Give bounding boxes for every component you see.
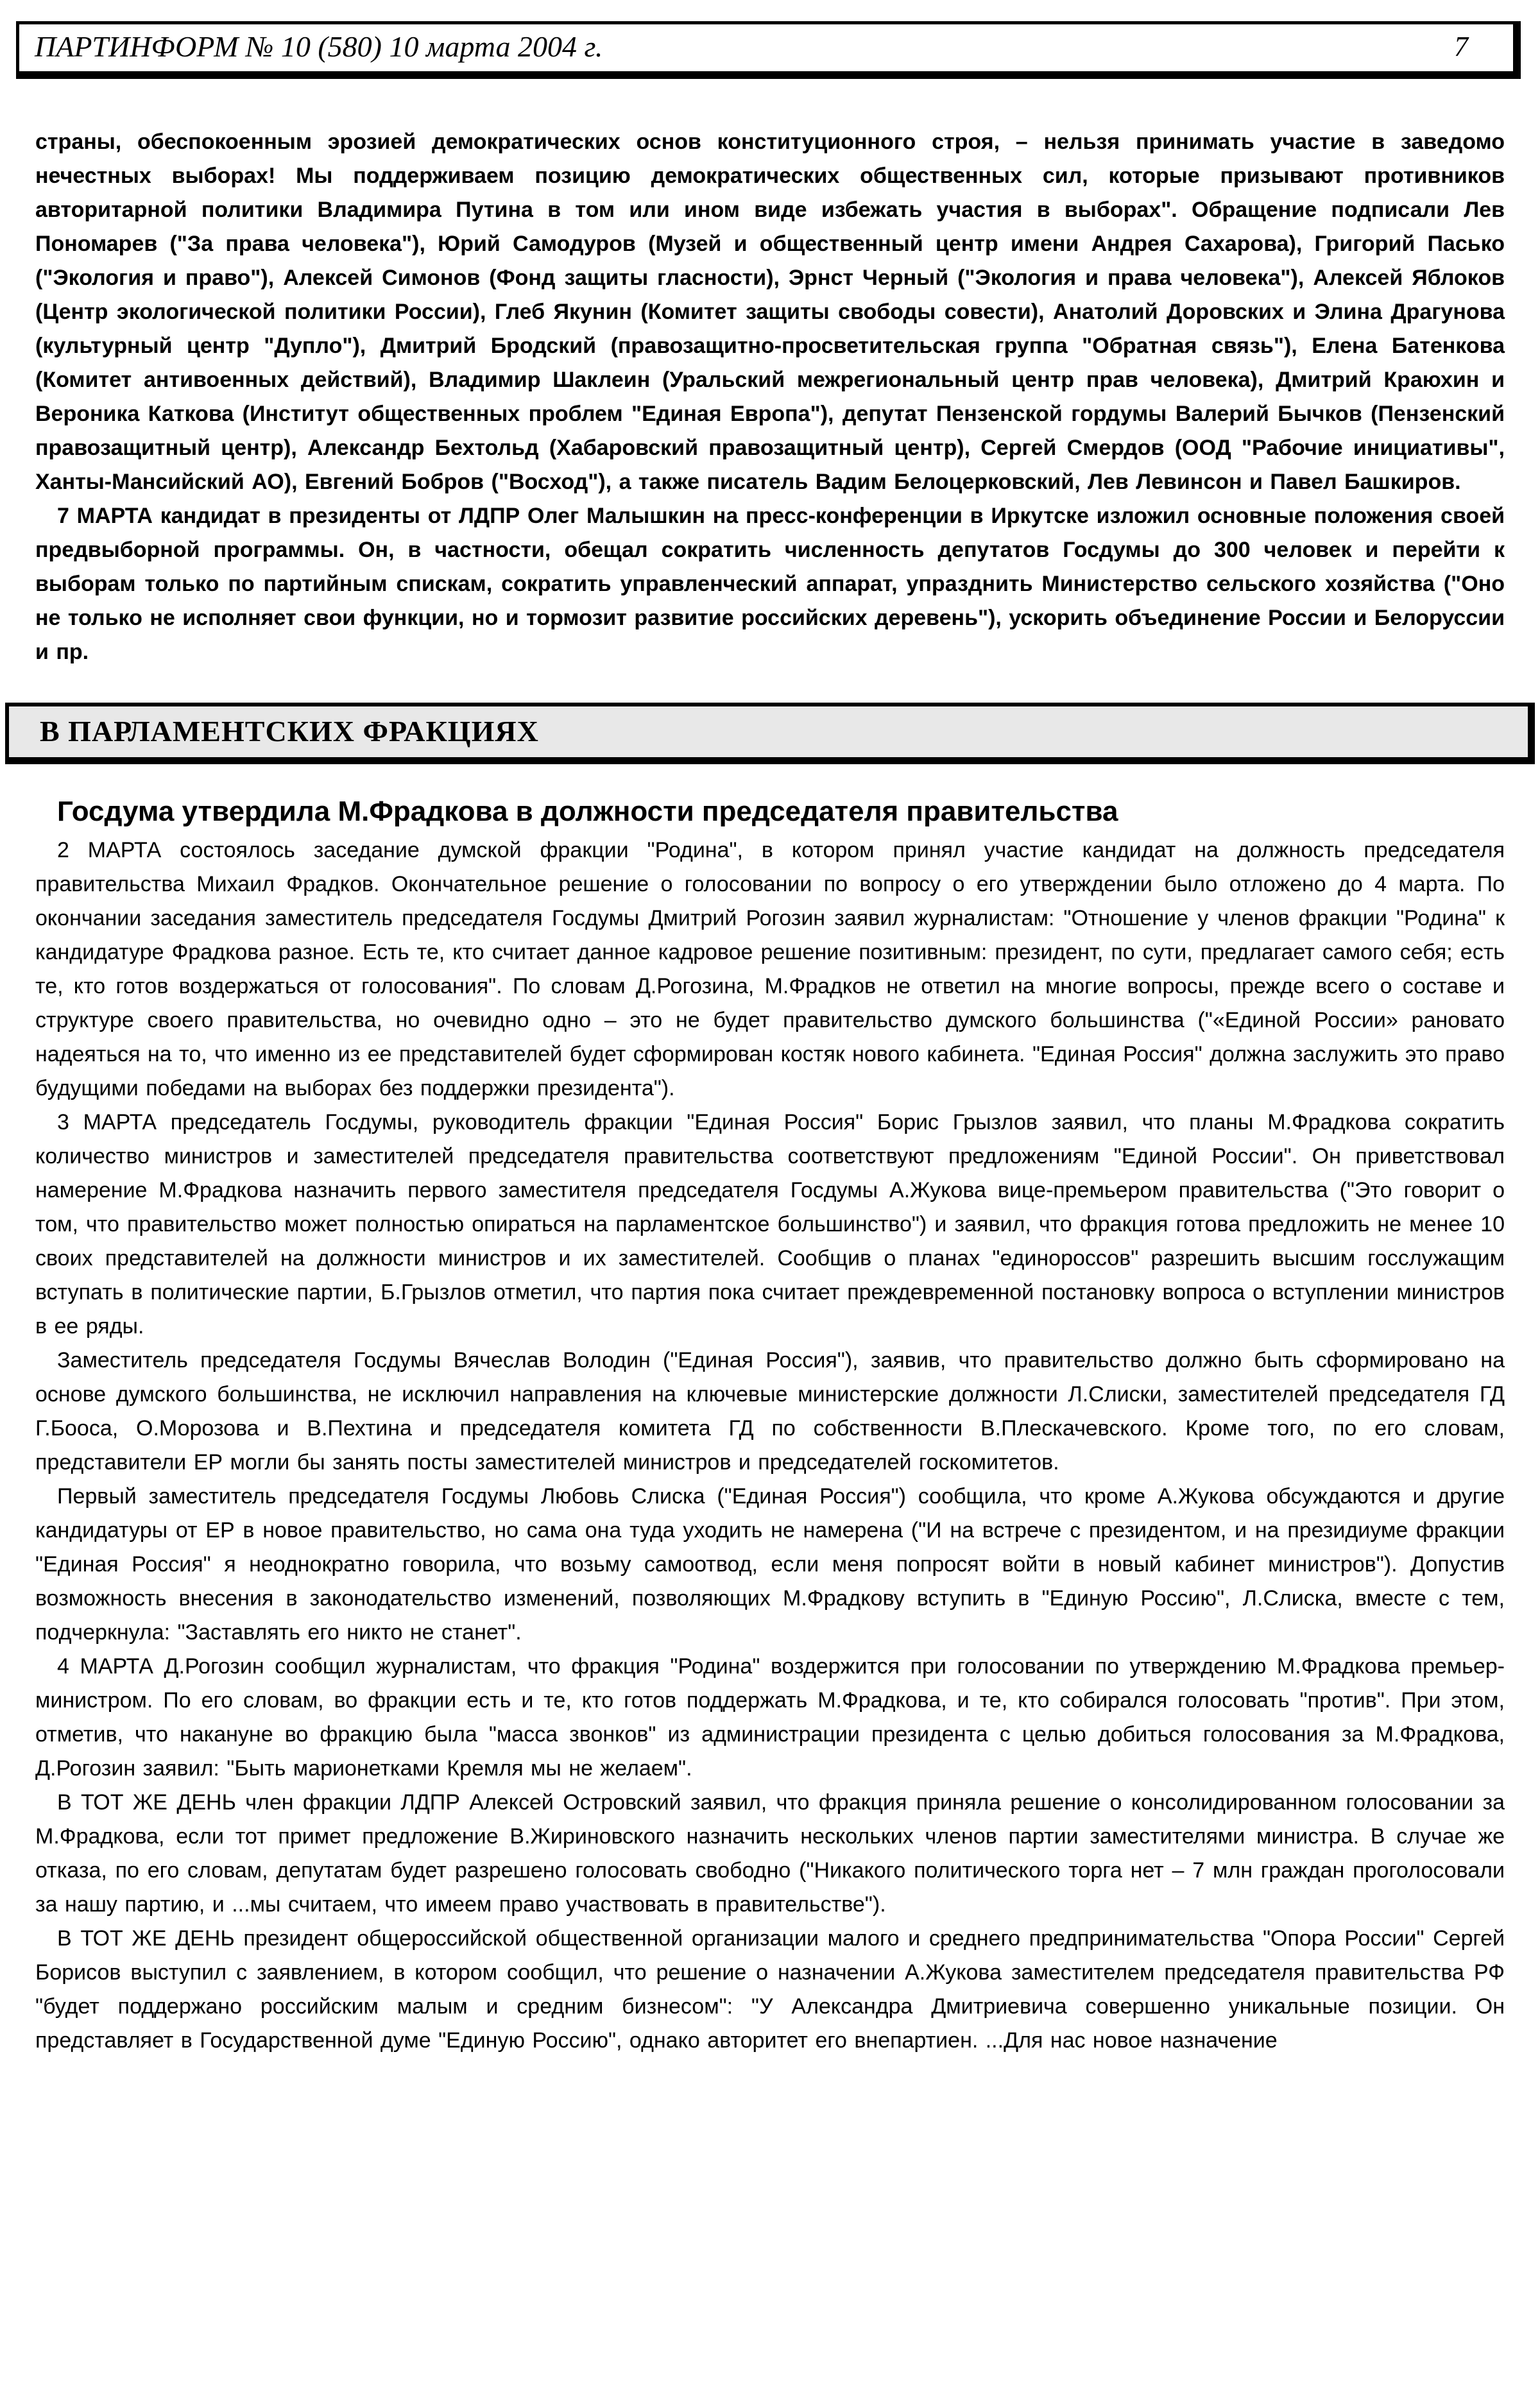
lead-paragraph: страны, обеспокоенным эрозией демократических основ конституционного строя, – нельзя принимать участие в заведомо нечестных выборах! Мы поддерживаем позицию демократических общественных сил, которые призывают противников авторитарной политики Владимира Путина в том или ином виде избежать участия в выборах". Обращение подписали Лев Пономарев ("За права человека"), Юрий Самодуров (Музей и общественный центр имени Андрея Сахарова), Григорий Пасько ("Экология и право"), Алексей Симонов (Фонд защиты гласности), Эрнст Черный ("Экология и права человека"), Алексей Яблоков (Центр экологической политики России), Глеб Якунин (Комитет защиты свободы совести), Анатолий Доровских и Элина Драгунова (культурный центр "Дупло"), Дмитрий Бродский (правозащитно-просветительская группа "Обратная связь"), Елена Батенкова (Комитет антивоенных действий), Владимир Шаклеин (Уральский межрегиональный центр прав человека), Дмитрий Краюхин и Вероника Каткова (Институт общественных проблем "Единая Европа"), депутат Пензенской гордумы Валерий Бычков (Пензенский правозащитный центр), Александр Бехтольд (Хабаровский правозащитный центр), Сергей Смердов (ООД "Рабочие инициативы", Ханты-Мансийский АО), Евгений Бобров ("Восход"), а также писатель Вадим Белоцерковский, Лев Левинсон и Павел Башкиров.: [35, 130, 1505, 494]
body-paragraph: В ТОТ ЖЕ ДЕНЬ член фракции ЛДПР Алексей Островский заявил, что фракция приняла решение о консолидированном голосовании за М.Фрадкова, если тот примет предложение В.Жириновского назначить нескольких членов партии заместителями министра. В случае же отказа, по его словам, депутатам будет разрешено голосовать свободно ("Никакого политического торга нет – 7 млн граждан проголосовали за нашу партию, и ...мы считаем, что имеем право участвовать в правительстве").: [35, 1790, 1505, 1917]
body-paragraph: 4 МАРТА Д.Рогозин сообщил журналистам, что фракция "Родина" воздержится при голосовании по утверждению М.Фрадкова премьер-министром. По его словам, во фракции есть и те, кто готов поддержать М.Фрадкова, и те, кто собирался голосовать "против". При этом, отметив, что накануне во фракцию была "масса звонков" из администрации президента с целью добиться голосования за М.Фрадкова, Д.Рогозин заявил: "Быть марионетками Кремля мы не желаем".: [35, 1654, 1505, 1781]
body-paragraph: В ТОТ ЖЕ ДЕНЬ президент общероссийской общественной организации малого и среднего предпринимательства "Опора России" Сергей Борисов выступил с заявлением, в котором сообщил, что решение о назначении А.Жукова заместителем председателя правительства РФ "будет поддержано российским малым и средним бизнесом": "У Александра Дмитриевича совершенно уникальные позиции. Он представляет в Государственной думе "Единую Россию", однако авторитет его внепартиен. ...Для нас новое назначение: [35, 1926, 1505, 2053]
body-paragraph: 2 МАРТА состоялось заседание думской фракции "Родина", в котором принял участие кандидат на должность председателя правительства Михаил Фрадков. Окончательное решение о голосовании по вопросу о его утверждении было отложено до 4 марта. По окончании заседания заместитель председателя Госдумы Дмитрий Рогозин заявил журналистам: "Отношение у членов фракции "Родина" к кандидатуре Фрадкова разное. Есть те, кто считает данное кадровое решение позитивным: президент, по сути, предлагает самого себя; есть те, кто готов воздержаться от голосования". По словам Д.Рогозина, М.Фрадков не ответил на многие вопросы, прежде всего о составе и структуре своего правительства, но очевидно одно – это не будет правительство думского большинства ("«Единой России» рановато надеяться на то, что именно из ее представителей будет сформирован костяк нового кабинета. "Единая Россия" должна заслужить это право будущими победами на выборах без поддержки президента").: [35, 838, 1505, 1100]
body-paragraph: Заместитель председателя Госдумы Вячеслав Володин ("Единая Россия"), заявив, что правительство должно быть сформировано на основе думского большинства, не исключил направления на ключевые министерские должности Л.Слиски, заместителей председателя ГД Г.Бооса, О.Морозова и В.Пехтина и председателя комитета ГД по собственности В.Плескачевского. Кроме того, по его словам, представители ЕР могли бы занять посты заместителей министров и председателей госкомитетов.: [35, 1348, 1505, 1475]
lead-paragraph: 7 МАРТА кандидат в президенты от ЛДПР Олег Малышкин на пресс-конференции в Иркутске изложил основные положения своей предвыборной программы. Он, в частности, обещал сократить численность депутатов Госдумы до 300 человек и перейти к выборам только по партийным спискам, сократить управленческий аппарат, упразднить Министерство сельского хозяйства ("Оно не только не исполняет свои функции, но и тормозит развитие российских деревень"), ускорить объединение России и Белоруссии и пр.: [35, 504, 1505, 664]
newsletter-title: ПАРТИНФОРМ № 10 (580) 10 марта 2004 г.: [35, 30, 603, 63]
body-paragraph: Первый заместитель председателя Госдумы Любовь Слиска ("Единая Россия") сообщила, что кроме А.Жукова обсуждаются и другие кандидатуры от ЕР в новое правительство, но сама она туда уходить не намерена ("И на встрече с президентом, и на президиуме фракции "Единая Россия" я неоднократно говорила, что возьму самоотвод, если меня попросят войти в новый кабинет министров"). Допустив возможность внесения в законодательство изменений, позволяющих М.Фрадкову вступить в "Единую Россию", Л.Слиска, вместе с тем, подчеркнула: "Заставлять его никто не станет".: [35, 1484, 1505, 1645]
page-number: 7: [1454, 31, 1468, 62]
article-body: [35, 834, 1505, 2058]
article-title: Госдума утвердила М.Фрадкова в должности председателя правительства: [57, 796, 1118, 827]
section-header-bar: [5, 703, 1535, 764]
section-title: В ПАРЛАМЕНТСКИХ ФРАКЦИЯХ: [40, 715, 539, 748]
body-paragraph: 3 МАРТА председатель Госдумы, руководитель фракции "Единая Россия" Борис Грызлов заявил, что планы М.Фрадкова сократить количество министров и заместителей председателя правительства соответствуют предложениям "Единой России". Он приветствовал намерение М.Фрадкова назначить первого заместителя председателя Госдумы А.Жукова вице-премьером правительства ("Это говорит о том, что правительство может полностью опираться на парламентское большинство") и заявил, что фракция готова предложить не менее 10 своих представителей на должности министров и их заместителей. Сообщив о планах "единороссов" разрешить высшим госслужащим вступать в политические партии, Б.Грызлов отметил, что партия пока считает преждевременной постановку вопроса о вступлении министров в ее ряды.: [35, 1110, 1505, 1338]
lead-section: [35, 125, 1505, 669]
document-page: [0, 21, 1540, 2403]
page-header: [16, 21, 1521, 79]
